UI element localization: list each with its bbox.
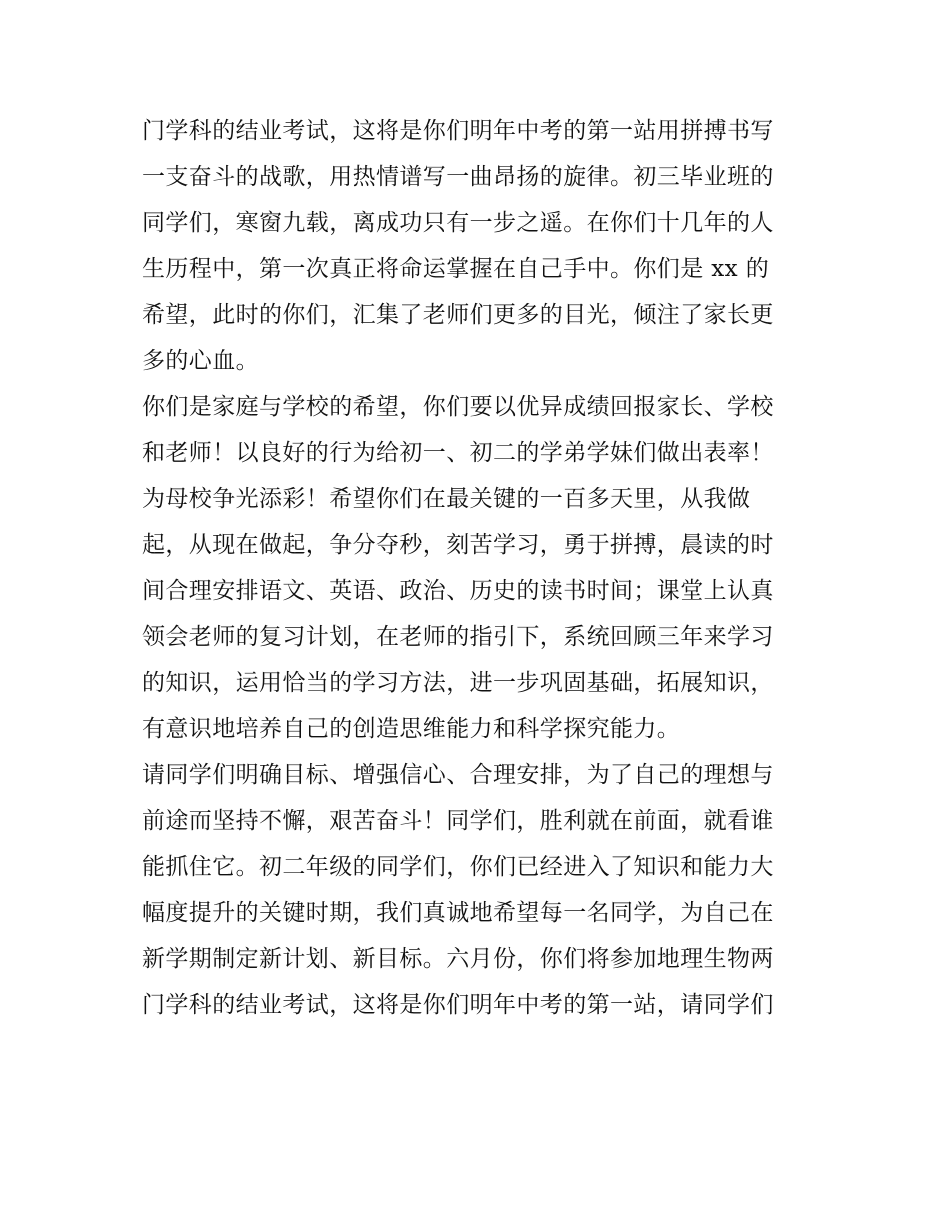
text-line: 间合理安排语文、英语、政治、历史的读书时间；课堂上认真 (142, 578, 774, 604)
text-line: 门学科的结业考试，这将是你们明年中考的第一站用拼搏书写 (142, 118, 774, 144)
text-line: 能抓住它。初二年级的同学们，你们已经进入了知识和能力大 (142, 854, 774, 880)
text-line: 有意识地培养自己的创造思维能力和科学探究能力。 (142, 716, 681, 742)
text-line: 的知识，运用恰当的学习方法，进一步巩固基础，拓展知识， (142, 670, 774, 696)
text-line: 和老师！以良好的行为给初一、初二的学弟学妹们做出表率！ (142, 440, 774, 466)
text-line: 门学科的结业考试，这将是你们明年中考的第一站，请同学们 (142, 992, 774, 1018)
text-line: 新学期制定新计划、新目标。六月份，你们将参加地理生物两 (142, 946, 774, 972)
body-text (142, 108, 822, 1028)
text-line: 领会老师的复习计划，在老师的指引下，系统回顾三年来学习 (142, 624, 774, 650)
text-line: 幅度提升的关键时期，我们真诚地希望每一名同学，为自己在 (142, 900, 774, 926)
text-line: 前途而坚持不懈，艰苦奋斗！同学们，胜利就在前面，就看谁 (142, 808, 774, 834)
text-line: 你们是家庭与学校的希望，你们要以优异成绩回报家长、学校 (142, 394, 774, 420)
text-line: 一支奋斗的战歌，用热情谱写一曲昂扬的旋律。初三毕业班的 (142, 164, 774, 190)
text-line: 多的心血。 (142, 348, 259, 374)
text-line: 希望，此时的你们，汇集了老师们更多的目光，倾注了家长更 (142, 302, 774, 328)
text-line: 请同学们明确目标、增强信心、合理安排，为了自己的理想与 (142, 762, 774, 788)
text-line: 为母校争光添彩！希望你们在最关键的一百多天里，从我做 (142, 486, 751, 512)
text-line: 起，从现在做起，争分夺秒，刻苦学习，勇于拼搏，晨读的时 (142, 532, 774, 558)
text-line: 生历程中，第一次真正将命运掌握在自己手中。你们是 xx 的 (142, 256, 770, 282)
text-line: 同学们，寒窗九载，离成功只有一步之遥。在你们十几年的人 (142, 210, 774, 236)
